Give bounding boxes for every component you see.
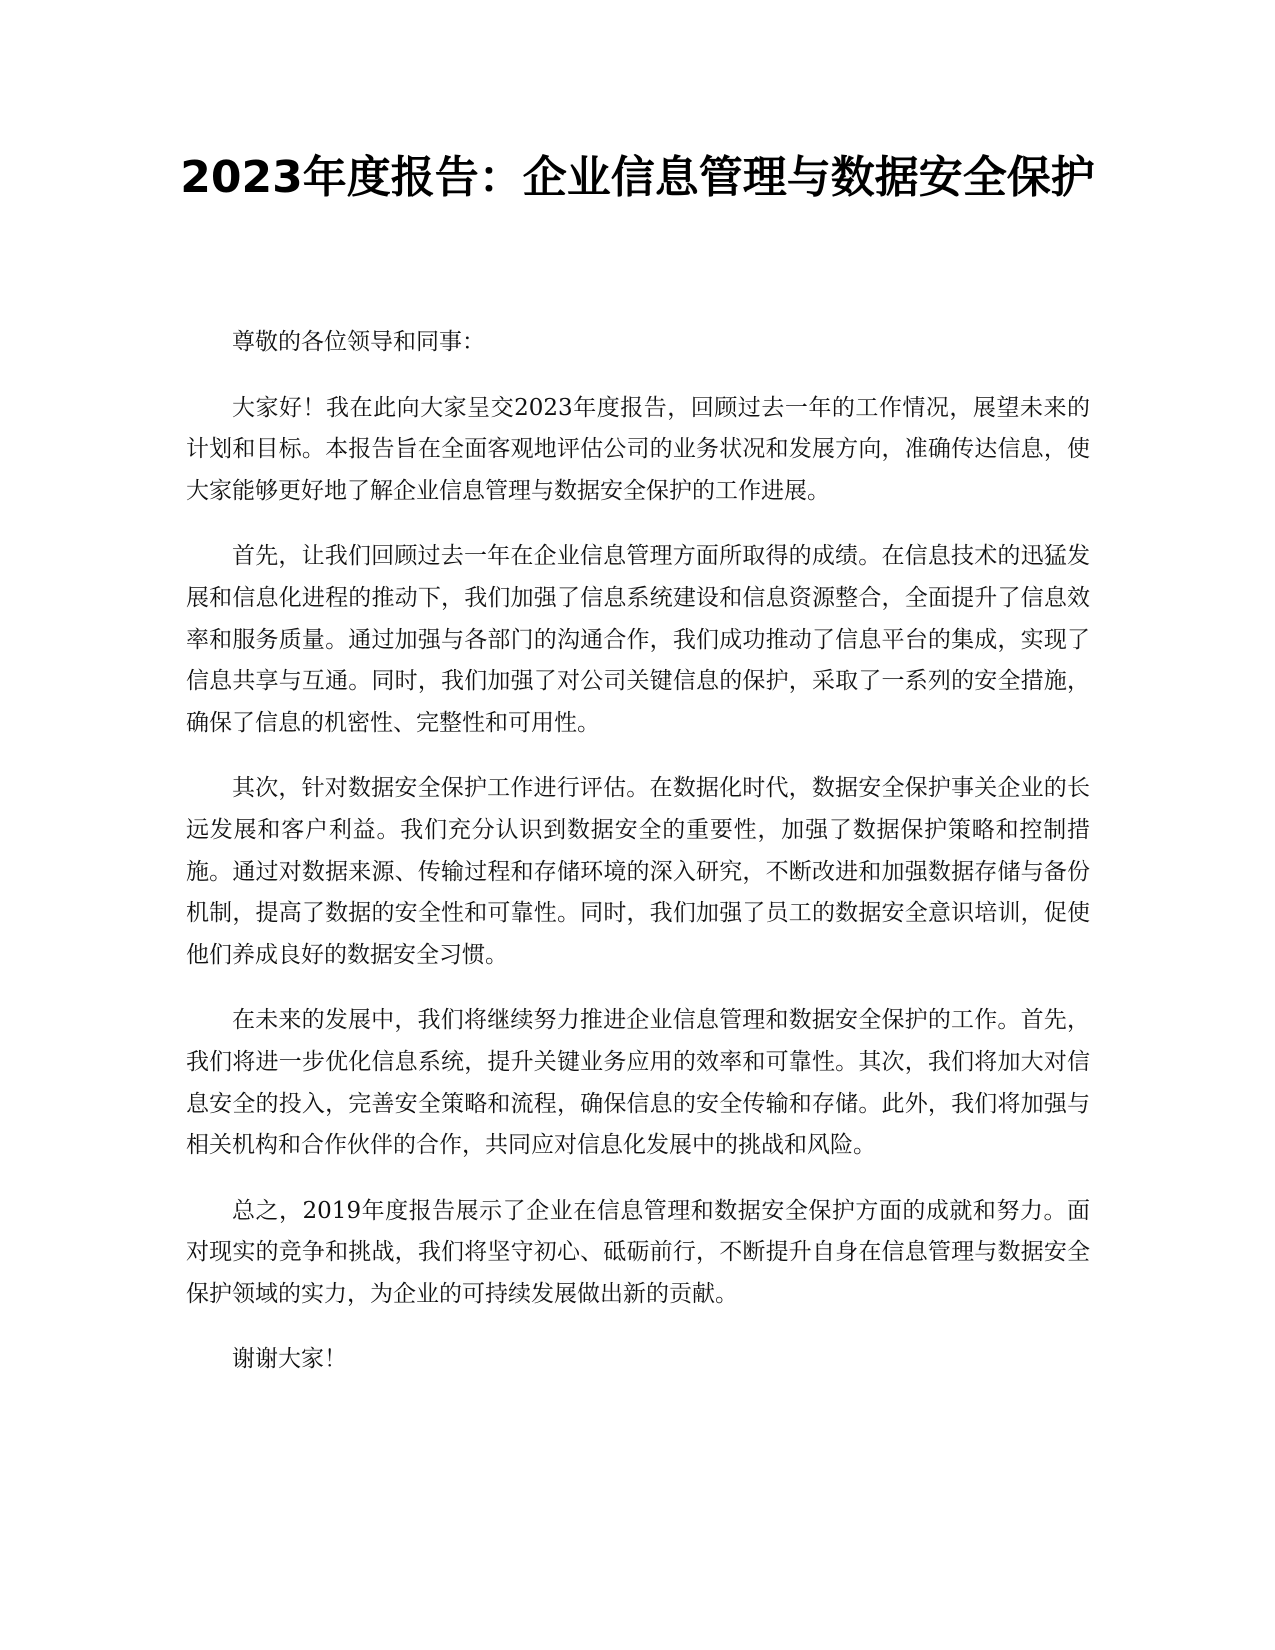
salutation: 尊敬的各位领导和同事： bbox=[232, 329, 485, 355]
closing-thanks: 谢谢大家！ bbox=[232, 1346, 347, 1373]
document-body bbox=[186, 322, 1090, 1405]
paragraph-info-management: 首先，让我们回顾过去一年在企业信息管理方面所取得的成绩。在信息技术的迅猛发展和信息化进程的推动下，我们加强了信息系统建设和信息资源整合，全面提升了信息效率和服务质量。通过加强与各部门的沟通合作，我们成功推动了信息平台的集成，实现了信息共享与互通。同时，我们加强了对公司关键信息的保护，采取了一系列的安全措施，确保了信息的机密性、完整性和可用性。 bbox=[186, 543, 1090, 736]
paragraph-intro: 大家好！我在此向大家呈交2023年度报告，回顾过去一年的工作情况，展望未来的计划和目标。本报告旨在全面客观地评估公司的业务状况和发展方向，准确传达信息，使大家能够更好地了解企业信息管理与数据安全保护的工作进展。 bbox=[186, 394, 1090, 504]
paragraph-summary: 总之，2019年度报告展示了企业在信息管理和数据安全保护方面的成就和努力。面对现实的竞争和挑战，我们将坚守初心、砥砺前行，不断提升自身在信息管理与数据安全保护领域的实力，为企业的可持续发展做出新的贡献。 bbox=[186, 1197, 1090, 1307]
paragraph-future-plans: 在未来的发展中，我们将继续努力推进企业信息管理和数据安全保护的工作。首先，我们将进一步优化信息系统，提升关键业务应用的效率和可靠性。其次，我们将加大对信息安全的投入，完善安全策略和流程，确保信息的安全传输和存储。此外，我们将加强与相关机构和合作伙伴的合作，共同应对信息化发展中的挑战和风险。 bbox=[186, 1007, 1090, 1159]
paragraph-data-security: 其次，针对数据安全保护工作进行评估。在数据化时代，数据安全保护事关企业的长远发展和客户利益。我们充分认识到数据安全的重要性，加强了数据保护策略和控制措施。通过对数据来源、传输过程和存储环境的深入研究，不断改进和加强数据存储与备份机制，提高了数据的安全性和可靠性。同时，我们加强了员工的数据安全意识培训，促使他们养成良好的数据安全习惯。 bbox=[186, 775, 1090, 968]
document-title: 2023年度报告：企业信息管理与数据安全保护 bbox=[180, 152, 1095, 203]
